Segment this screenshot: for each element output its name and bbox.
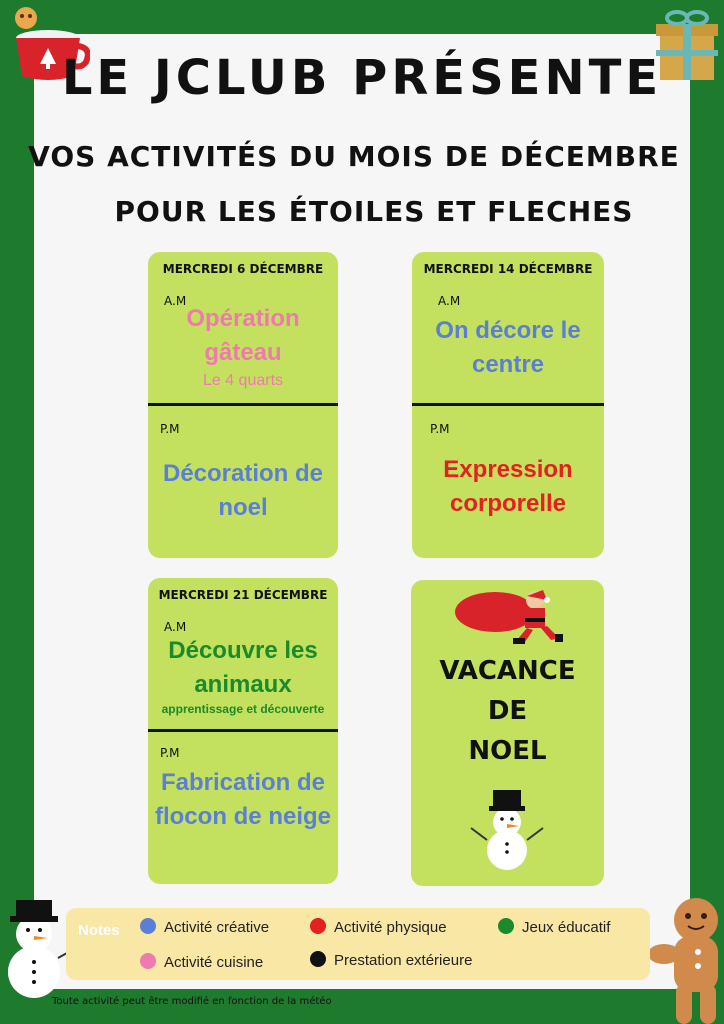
am-label: A.M [164,294,187,308]
vacation-line-2: DE [487,696,528,726]
pm-activity: Expression corporelle [443,456,573,517]
vacation-line-1: VACANCE [439,656,576,686]
pm-label: P.M [430,422,450,436]
am-pm-divider [148,403,338,406]
black-dot-icon [310,951,326,967]
legend-label: Activité créative [164,919,270,936]
activity-card-dec-6 [148,252,338,558]
legend-label: Prestation extérieure [334,952,473,969]
activity-card-dec-21 [148,578,338,884]
activity-card-dec-14 [412,252,604,558]
footer-note: Toute activité peut être modifié en fonction de la météo [52,996,332,1007]
subtitle-line-1: VOS ACTIVITÉS DU MOIS DE DÉCEMBRE [28,140,680,173]
red-dot-icon [310,918,326,934]
green-dot-icon [498,918,514,934]
card-date: MERCREDI 6 DÉCEMBRE [162,262,324,276]
legend-label: Activité physique [334,919,447,936]
legend-item-educational [498,918,610,936]
legend-item-external [310,951,472,969]
am-activity: On décore le centre [435,317,581,378]
legend-panel [66,908,650,980]
legend-label: Jeux éducatif [522,919,611,936]
legend-item-creative [140,918,269,936]
vacation-line-3: NOEL [468,736,547,766]
pm-label: P.M [160,746,180,760]
vacation-card [411,580,604,886]
card-date: MERCREDI 21 DÉCEMBRE [158,588,328,602]
snowman-icon [467,784,547,872]
legend-item-cooking [140,953,263,971]
am-activity: Découvre les animaux [168,637,318,698]
legend-item-physical [310,918,447,936]
santa-claus-icon [455,586,565,646]
pm-activity: Fabrication de flocon de neige [154,769,331,830]
card-date: MERCREDI 14 DÉCEMBRE [423,262,593,276]
am-activity-detail: Le 4 quarts [202,372,284,389]
blue-dot-icon [140,918,156,934]
am-activity: Opération gâteau [186,305,300,366]
am-pm-divider [148,729,338,732]
page-title: LE JCLUB PRÉSENTE [61,50,663,106]
pm-label: P.M [160,422,180,436]
legend-label: Activité cuisine [164,954,264,971]
pink-dot-icon [140,953,156,969]
am-label: A.M [438,294,461,308]
am-label: A.M [164,620,187,634]
legend-title: Notes [78,922,120,939]
gingerbread-man-icon [648,892,724,1024]
am-activity-detail: apprentissage et découverte [161,702,325,716]
am-pm-divider [412,403,604,406]
subtitle-line-2: POUR LES ÉTOILES ET FLECHES [114,195,634,228]
pm-activity: Décoration de noel [162,460,324,521]
